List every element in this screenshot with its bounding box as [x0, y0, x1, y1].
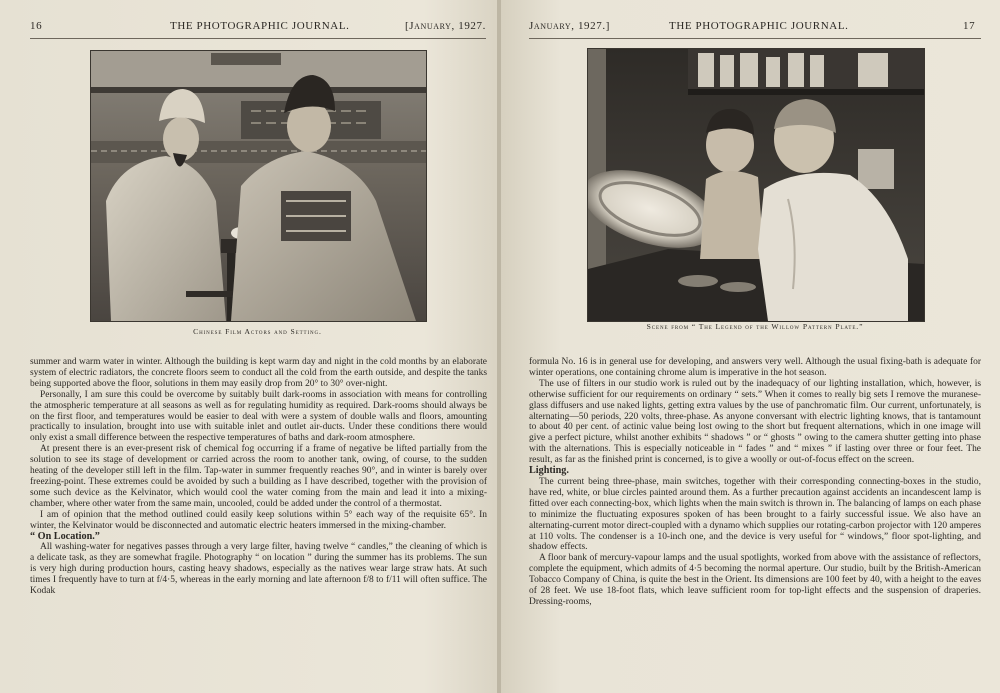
left-paragraph-3: At present there is an ever-present risk of chemical fog occurring if a frame of negative be lifted partially from the solution to see its stage of development or carried across the room to another tank, owing, of course, to the sudden heating of the developer still left in the film. Tap-water in summer frequently reaches 90°, and in winter is barely over freezing-point. These extremes could be avoided by such a building as I have described, together with the provision of some such device as the Kelvinator, which would cool the water coming from the main and lead it into a mixing-chamber, where other water from the same main, uncooled, could be added under the control of a thermostat. [30, 444, 487, 509]
right-paragraph-3: The current being three-phase, main switches, together with their corresponding connecting-boxes in the studio, have red, white, or blue circles painted around them. As a further precaution against accidents an incandescent lamp is fitted over each connecting-box, which lights when the main switch is thrown in. The balancing of lamps on each phase to minimize the fluctuating exposures spoken of has been brought to a fairly successful issue. We also have an alternating-current motor direct-coupled with a dynamo which supplies our rotating-carbon projector with 120 amperes at 110 volts. The condenser is a 10-inch one, and the device is very useful for “ windows,” floor spot-lighting, and shadow effects. [529, 476, 981, 553]
right-paragraph-4: A floor bank of mercury-vapour lamps and the usual spotlights, worked from above with the assistance of reflectors, complete the equipment, which admits of 4·5 becoming the normal aperture. Our studio, built by the British-American Tobacco Company of China, is quite the best in the Orient. Its dimensions are 100 feet by 40, with a height to the eaves of 28 feet. We use 18-foot flats, which leave sufficient room for top-light effects and the suspension of draperies. Dressing-rooms, [529, 553, 981, 607]
left-page [0, 0, 499, 693]
right-photo-caption: Scene from “ The Legend of the Willow Pattern Plate.” [646, 322, 864, 331]
right-date: January, 1927.] [529, 20, 610, 32]
right-paragraph-1: formula No. 16 is in general use for developing, and answers very well. Although the usual fixing-bath is adequate for winter operations, one containing chrome alum is imperative in the hot season. [529, 357, 981, 378]
right-header-rule [529, 38, 981, 39]
right-journal-title: THE PHOTOGRAPHIC JOURNAL. [669, 20, 849, 32]
photo-chinese-film-actors [90, 50, 427, 322]
left-paragraph-1: summer and warm water in winter. Although the building is kept warm day and night in the cold months by an elaborate system of electric radiators, the concrete floors seem to conduct all the cold from the earth outside, and despite the tanks being supported above the floor, solutions in them may easily drop from 20° to 30° over-night. [30, 357, 487, 389]
left-header-rule [30, 38, 486, 39]
left-date: [January, 1927. [405, 20, 486, 32]
left-paragraph-2: Personally, I am sure this could be overcome by suitably built dark-rooms in association with means for controlling the atmospheric temperature at all seasons as well as for regulating humidity as required. Dark-rooms should always be on the first floor, and temperatures would be easier to deal with were a system of double walls and floors, amounting practically to insulation, brought into use with suitable inlet and outlet air-ducts. Under these conditions there would only exist a small difference between the respective temperatures of baths and dark-room atmosphere. [30, 389, 487, 444]
right-page [501, 0, 1000, 693]
right-paragraph-2: The use of filters in our studio work is ruled out by the inadequacy of our lighting installation, which, however, is otherwise sufficient for our requirements on ordinary “ sets.” When it comes to really big sets I remove the muranese-glass diffusers and use naked lights, getting extra values by the use of panchromatic film. Our current, unfortunately, is alternating—50 periods, 220 volts, three-phase. As anyone conversant with electric lighting knows, that is tantamount to about 40 per cent. of actinic value being lost owing to the short but frequent alternations, which in one image will give a perfect picture, whilst another exhibits “ shadows ” or “ ghosts ” owing to the camera shutter getting into phase with the alternations. This is especially noticeable in “ fades ” and “ mixes ” if lasting over three or four feet. The result, as far as the finished print is concerned, is to give a woolly or out-of-focus effect on the screen. [529, 378, 981, 466]
photo-willow-pattern-scene [587, 48, 925, 322]
right-body-text [529, 357, 981, 608]
left-paragraph-5: All washing-water for negatives passes through a very large filter, having twelve “ candles,” the cleaning of which is a delicate task, as they are somewhat fragile. Photography “ on location ” during the summer has its problems. The sun is very high during production hours, casting heavy shadows, especially as the natives wear large straw hats. At such times I frequently have to turn at f/4·5, whereas in the early morning and late afternoon f/8 to f/11 will often suffice. The Kodak [30, 542, 487, 597]
left-photo-caption: Chinese Film Actors and Setting. [193, 327, 322, 336]
subheading-lighting: Lighting. [529, 465, 569, 477]
left-body-text [30, 357, 487, 597]
left-page-number: 16 [30, 20, 43, 32]
left-paragraph-4: I am of opinion that the method outlined could easily keep solutions within 5° each way of the requisite 65°. In winter, the Kelvinator would be disconnected and automatic electric heaters immersed in the mixing-chamber. [30, 509, 487, 531]
left-journal-title: THE PHOTOGRAPHIC JOURNAL. [170, 20, 350, 32]
subheading-on-location: “ On Location.” [30, 530, 100, 542]
right-page-number: 17 [963, 20, 976, 32]
